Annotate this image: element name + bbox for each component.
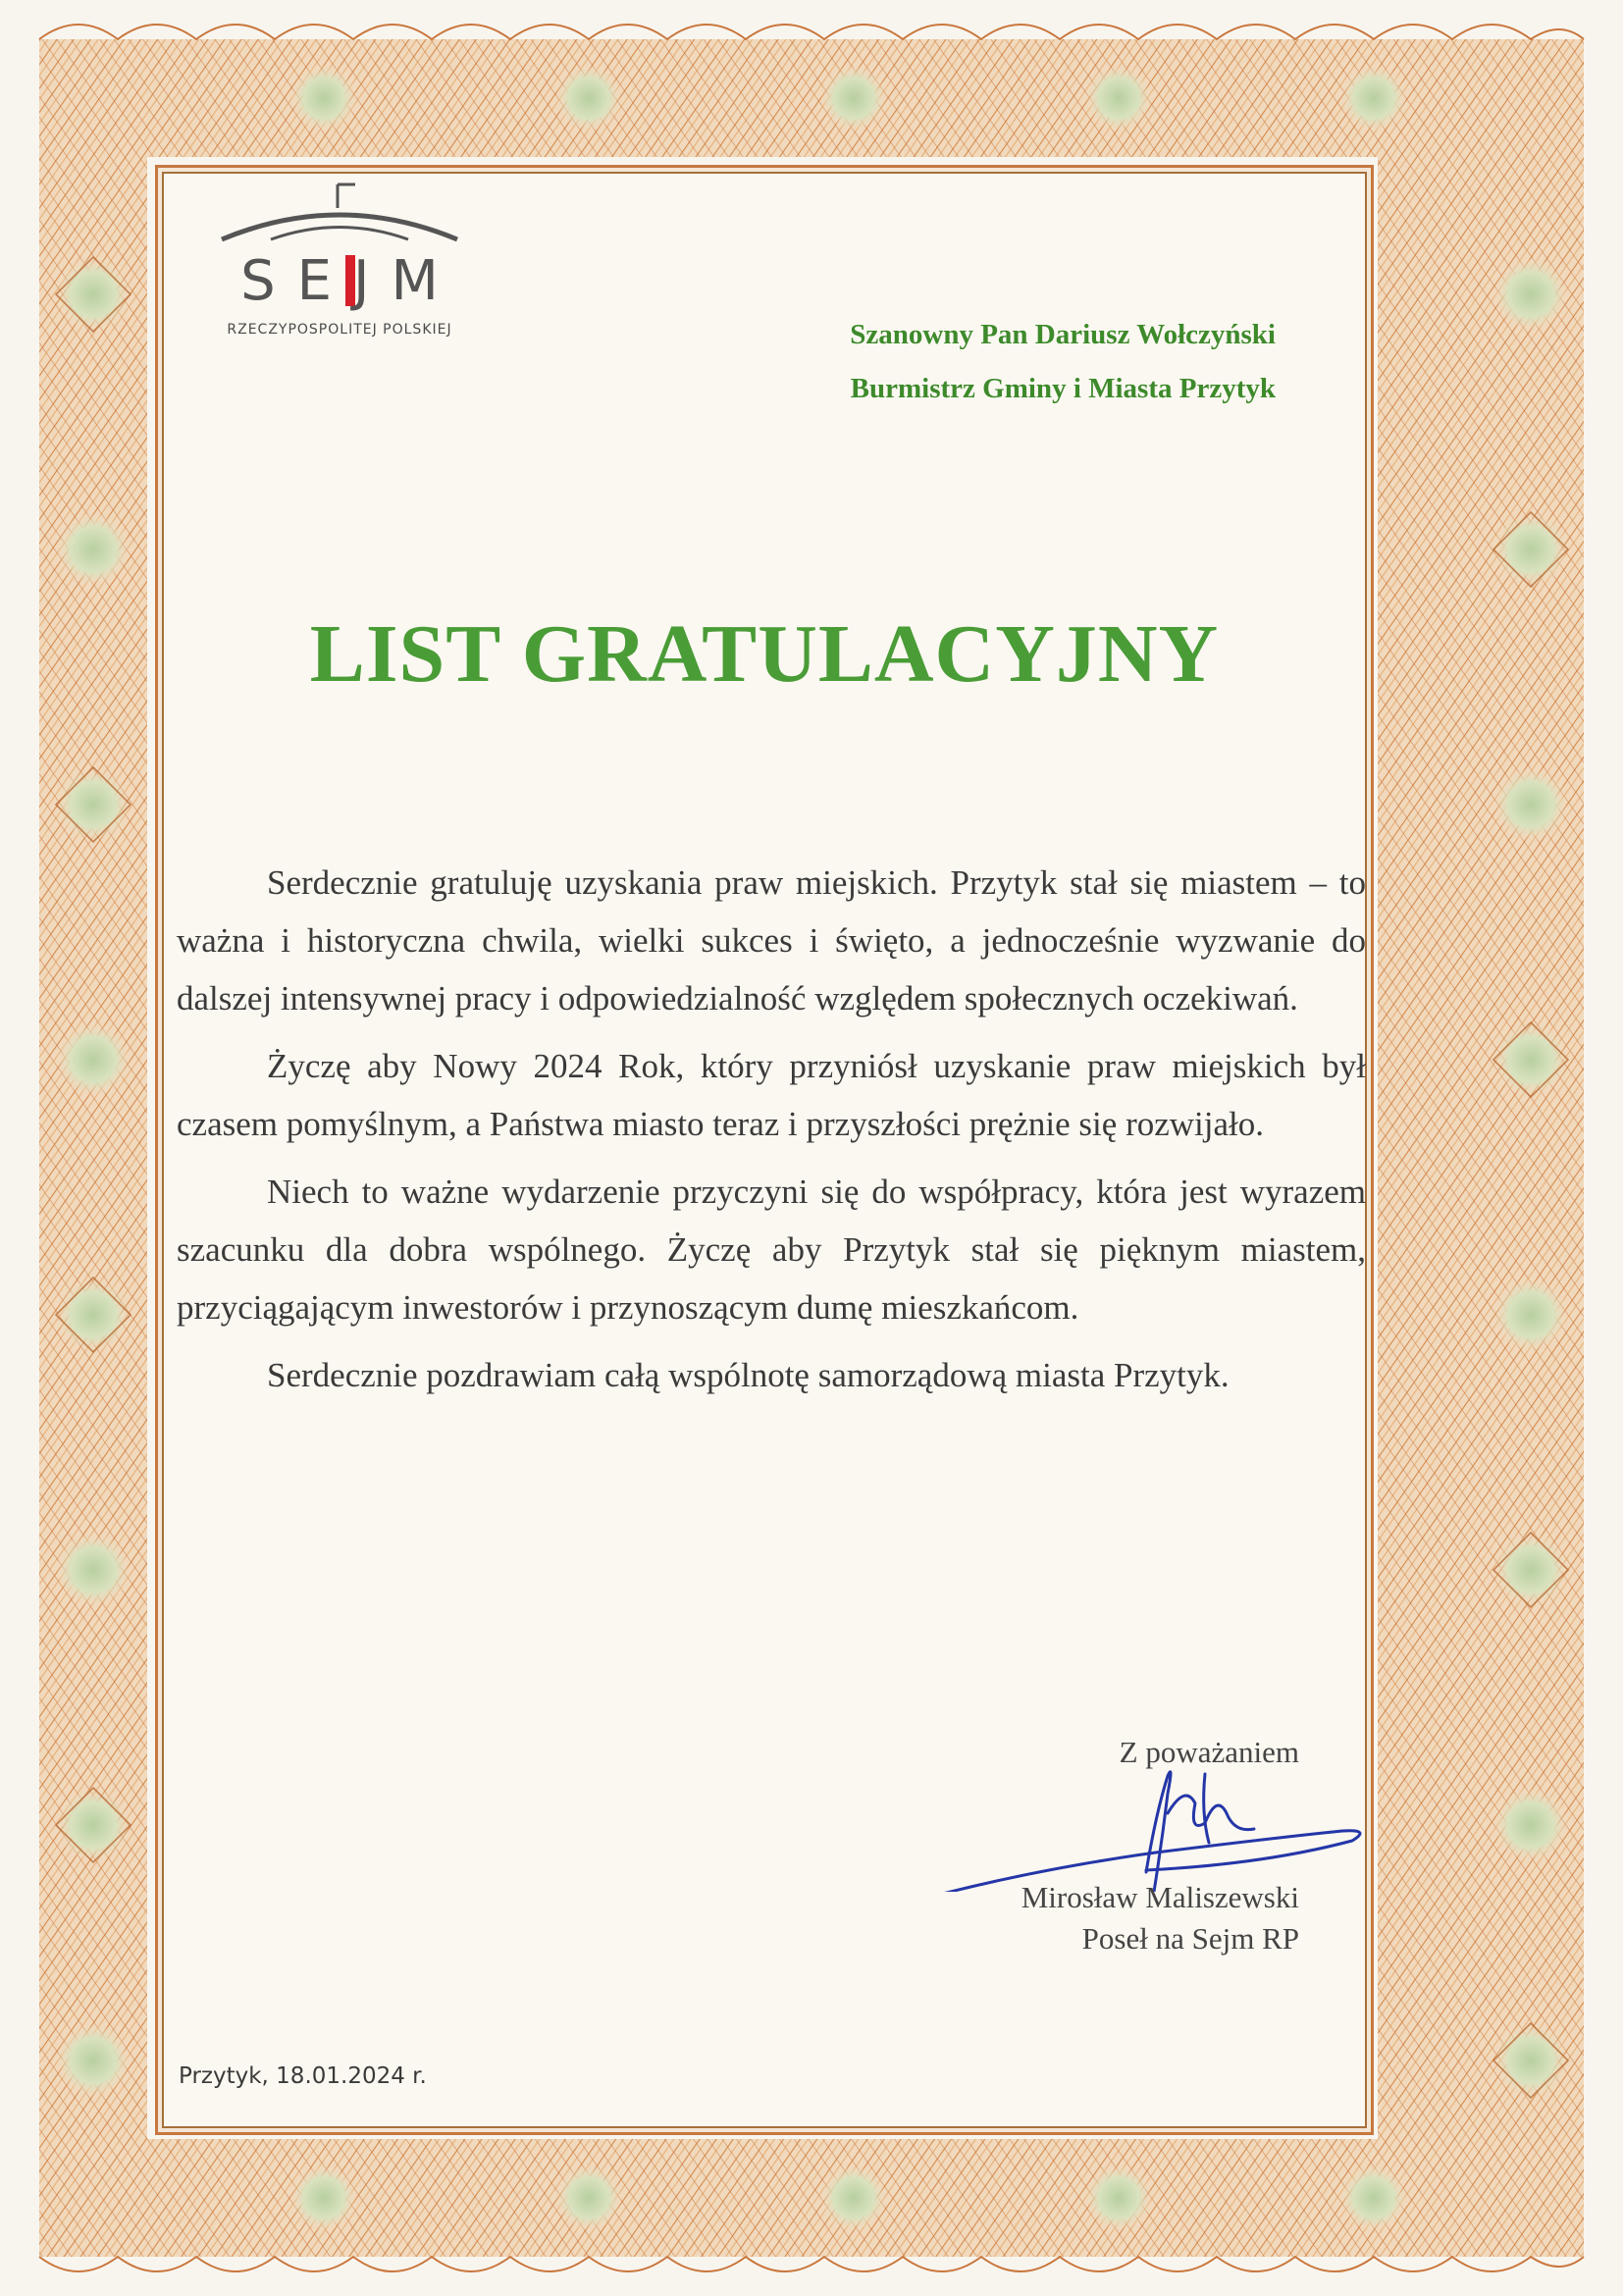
closing-phrase: Z poważaniem — [1119, 1735, 1299, 1769]
signer-name: Mirosław Maliszewski — [1021, 1880, 1299, 1914]
paragraph: Życzę aby Nowy 2024 Rok, który przyniósł uzyskanie praw miejskich był czasem pomyślnym, a Państwa miasto teraz i przyszłości prężnie się rozwijało. — [177, 1047, 1366, 1143]
signer-block — [1021, 1877, 1299, 1959]
addressee-title: Burmistrz Gminy i Miasta Przytyk — [850, 373, 1276, 404]
letter-content-area — [155, 165, 1374, 2135]
handwritten-signature — [911, 1754, 1372, 1892]
paragraph: Serdecznie pozdrawiam całą wspólnotę samorządową miasta Przytyk. — [267, 1356, 1230, 1394]
letter-title: LIST GRATULACYJNY — [309, 608, 1220, 700]
addressee-block — [850, 308, 1276, 416]
signer-role: Poseł na Sejm RP — [1081, 1921, 1299, 1956]
addressee-name: Szanowny Pan Dariusz Wołczyński — [850, 319, 1276, 350]
paragraph: Niech to ważne wydarzenie przyczyni się do współpracy, która jest wyrazem szacunku dla dobra wspólnego. Życzę aby Przytyk stał się pięknym miastem, przyciągającym inwestorów i przynoszącym dumę mieszkańcom. — [177, 1173, 1366, 1327]
sejm-subtitle: RZECZYPOSPOLITEJ POLSKIEJ — [227, 322, 452, 338]
paragraph: Serdecznie gratuluję uzyskania praw miejskich. Przytyk stał się miastem – to ważna i historyczna chwila, wielki sukces i święto, a jednocześnie wyzwanie do dalszej intensywnej pracy i odpowiedzialność względem społecznych oczekiwań. — [177, 863, 1366, 1018]
sejm-wordmark: SEJM — [240, 249, 460, 313]
letter-body — [177, 854, 1366, 1414]
place-date: Przytyk, 18.01.2024 r. — [179, 2063, 427, 2089]
